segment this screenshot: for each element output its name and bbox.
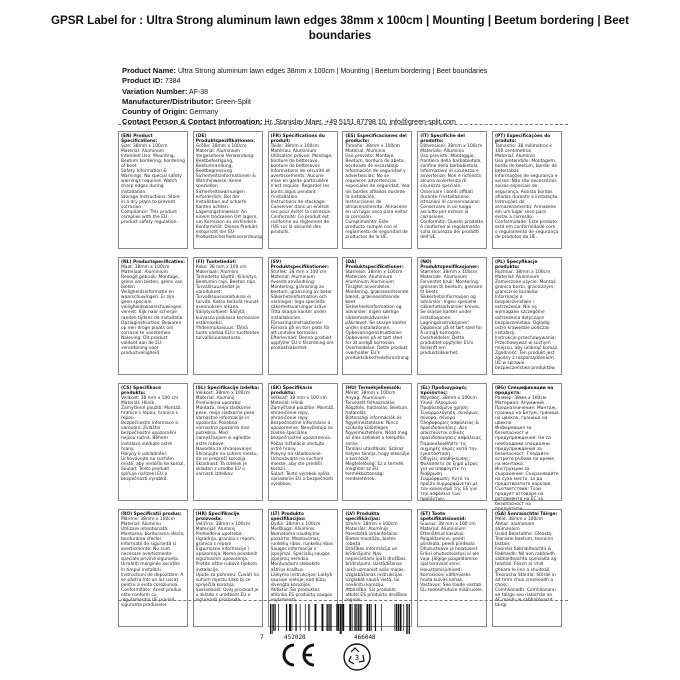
spec-cell	[342, 383, 412, 501]
barcode-bar	[356, 604, 357, 631]
barcode-bar	[403, 604, 404, 631]
spec-cell	[193, 383, 263, 501]
meta-value: Hr. Stanislav Maer, +49 5151 87798 10, info@green-split.com	[264, 119, 456, 127]
barcode-bar	[328, 604, 329, 631]
barcode-bar	[327, 604, 328, 631]
meta-row	[122, 107, 562, 117]
specification-grid	[118, 131, 562, 635]
spec-cell-heading: (SL) Specifikacije izdelka:	[195, 386, 260, 391]
spec-cell-heading: (HU) Termékjellemzők:	[345, 386, 402, 391]
spec-cell	[193, 131, 263, 249]
meta-label: Product Name:	[122, 66, 177, 75]
spec-cell-body: Tamaño: 38mm x 100cm Material: Aluminio Uso previsto: Montaje, Beetum, bordura de abeto, bordeado de escarabajo Información de seguridad y advertencias: No se requieren advertencias especiales de seguridad. Vea los bordes afilados durante la instalación. Instrucciones de almacenamiento: Almacene en un lugar seco para evitar la corrosión. Cumplimiento: Este producto cumple con el reglamento de seguridad de productos de la UE.	[345, 144, 410, 240]
meta-value: Green-Split	[215, 98, 251, 106]
spec-cell	[342, 257, 412, 375]
barcode-bar	[270, 604, 271, 634]
meta-label: Variation Number:	[122, 86, 188, 96]
spec-cell-body: Maat: 38mm x 100cm Materiaal: Aluminium Beoogd gebruik: Montage, grens van bieten, grens van bieten Veiligheidsinformatie en waarschuwingen: Er zijn geen speciale veiligheidswaarschuwingen vereist. Kijk naar scherpe randen tijdens de installatie. Opslaginstructies: Bewaren op een droge plaats om corrosie te voorkomen. Naleving: Dit product voldoet aan de EU-verordening voor productveiligheid.	[121, 265, 184, 356]
spec-cell	[342, 131, 412, 249]
spec-cell-heading: (LT) Produkto specifikacijos:	[270, 512, 306, 523]
spec-cell	[268, 131, 338, 249]
spec-cell-heading: (IT) Specifiche del prodotto:	[420, 134, 465, 145]
spec-cell-body: Size: 38mm x 100cm Material: Aluminum Intended Use: Mounting, Beetum bordering, bordering of beet Safety Information & Warnings: No special safety warnings required. Watch sharp edges during installation. Storage Instructions: Store in a dry place to prevent corrosion. Compliance: This product complies with the EU product safety regulation.	[121, 144, 185, 225]
barcode-right-digits: 466048	[354, 634, 376, 641]
spec-row	[118, 383, 562, 513]
spec-cell	[417, 509, 487, 627]
meta-row	[122, 97, 562, 107]
spec-cell	[417, 257, 487, 375]
label-title: GPSR Label for : Ultra Strong aluminum lawn edges 38mm x 100cm | Mounting | Beetum bordering | Beet boundaries	[51, 14, 629, 42]
barcode-bar	[381, 604, 382, 631]
recycling-icon	[342, 642, 372, 672]
spec-cell-body: Størrelse: 38mm x 100cm Materiale: Aluminium Forventet bruk: Montering, grensen til beetum, grensen til beets Sikkerhetsinformasjon og advarsler: Ingen spesielle sikkerhetsadvarsler kreves. Se skarpe kanter under installasjonen. Lagringsinstruksjoner: Oppbevar på et tørt sted for å unngå korrosjon. Overholdelse: Dette produktet oppfyller EU's forskrift om produktsikkerhet.	[420, 270, 483, 356]
barcode-bar	[358, 604, 359, 631]
spec-cell-body: Velikost: 38 mm x 100 cm Materiál: Hliník Zamýšlené použití: Montáž, hranice s řepou, hranice s řepou Bezpečnostní informace a varování: Zvláštní bezpečnostní upozornění nejsou nutná. Během instalace sledujte ostré hrany. Pokyny k uskladnění: Uchovávejte na suchém místě, aby nedošlo ke korozi. Soulad: Tento produkt splňuje nařízení EU o bezpečnosti výrobků.	[121, 396, 185, 482]
spec-cell-heading: (NL) Productspecificaties:	[121, 260, 185, 265]
barcode-bar	[295, 604, 296, 631]
barcode-bar	[300, 604, 301, 631]
barcode-bar	[309, 604, 310, 631]
meta-value: 7384	[164, 78, 181, 86]
spec-cell	[193, 257, 263, 375]
spec-cell-body: Koko: 38 mm x 100 cm Materiaali: Alumiini Tarkoitettu käyttö: Kiinnitys, Beetumin raja, Beetan raja Turvallisuustiedot ja varoitukset: Turvallisuusvaroituksia ei tarvita. Katso terävät reunat asennuksen aikana. Säilytysohjeet: Säilytä kuivassa paikassa korroosion estämiseksi. Yhdenmukaisuus: Tämä tuote vastaa EU:n tuotteiden turvallisuusasetusta.	[195, 265, 260, 341]
barcode-bar	[330, 604, 331, 631]
barcode-bar	[289, 604, 291, 631]
meta-label: Product ID:	[122, 76, 163, 86]
spec-cell-body: Tamanho: 38 milímetros x 100 centímetros Material: Alumínio Uso pretendido: Montagem, borda de beetum, bordar de beterrabas Informações de segurança e avisos: Não são necessários avisos especiais de segurança. Assista bordas afiadas durante a instalação. Instruções de armazenamento: Armazene em um lugar seco para evitar a corrosão. Conformidade: Este produto está em conformidade com o regulamento de segurança de produtos da UE.	[494, 144, 559, 240]
spec-cell-heading: (PL) Specyfikacje produktu:	[494, 260, 538, 271]
spec-cell-body: Mărime: 38mm x 100cm Material: Aluminiu Utilizare intenționată: Montarea, bordurarea sfecla, bordurarea sfeclei Informații de siguranță și avertismente: Nu sunt necesare avertismente speciale privind siguranța. Urmăriți marginile ascuțite în timpul instalării. Instrucțiuni de depozitare: A se păstra într-un loc uscat pentru a evita coroziunea. Conformitate: Acest produs este conform cu regulamentul UE privind siguranța produselor.	[121, 517, 185, 608]
barcode-bar	[308, 604, 309, 631]
barcode-bar	[409, 604, 410, 634]
spec-cell-heading: (ET) Toote spetsifikatsioonid:	[420, 512, 467, 523]
spec-cell-heading: (FI) Tuotetiedot:	[195, 260, 237, 265]
spec-cell	[417, 131, 487, 249]
spec-cell-body: Veličina: 38mm x 100cm Materijal: Aluminij Predviđena upotreba: Ugradnja, granica s repom, granica s repom Sigurnosne informacije i upozorenja: Nema posebnih sigurnosnih upozorenja. Pratite oštre rubove tijekom instalacije. Upute za pohranu: Čuvati na suhom mjestu kako bi se spriječila korozija. Sukladnost: Ovaj proizvod je u skladu s uredbom EU o sigurnosti proizvoda.	[195, 522, 259, 603]
spec-cell-body: Taille: 38mm x 100cm Matériau: Aluminium Utilisation prévue: Montage, bordure de betterave, bordure de betteraves Informations de sécurité et avertissements: Aucune mise en garde particulière n'est requise. Regarder les bords aigus pendant l'installation. Instructions de stockage: Conserver dans un endroit sec pour éviter la corrosion. Conformité: Ce produit est conforme au règlement de l'UE sur la sécurité des produits.	[270, 144, 333, 235]
meta-row	[122, 117, 562, 127]
spec-cell	[268, 383, 338, 501]
barcode-bar	[292, 604, 293, 631]
barcode-bar	[354, 604, 355, 631]
barcode-bar	[367, 604, 369, 631]
barcode-bar	[337, 604, 339, 631]
barcode-bar	[286, 604, 287, 631]
barcode-bar	[361, 604, 362, 631]
meta-label: Manufacturer/Distributor:	[122, 96, 214, 106]
spec-row	[118, 131, 562, 251]
spec-cell-body: Размер: 38мм х 100см Материал: Алуминий Предназначение: Монтаж, граница на Бетум, граница на цвекло, граница на цвекло Информация за безопасност и предупреждения: Не са необходими специални предупреждения за безопасност. Гледайте острите ръбове по време на монтажа. Инструкции за съхранение: Съхранявайте на сухо място, за да предотвратите корозия. Съответствие: Този продукт отговаря на регламента на ЕС за безопасност на продуктите.	[494, 396, 559, 513]
spec-cell-heading: (ES) Especificaciones del producto:	[345, 134, 407, 145]
barcode-bar	[275, 604, 276, 631]
meta-row	[122, 76, 562, 86]
barcode-bar	[398, 604, 399, 631]
barcode-bar	[360, 604, 361, 631]
barcode-bar	[336, 604, 337, 631]
barcode-bar	[342, 604, 344, 631]
spec-cell-body: Rozmiar: 38mm x 100cm Materiał: Aluminium Zamierzone użycie: Montaż, granica bestii, granicznym, granicznie buraków Informacje o bezpieczeństwie i ostrzeżenia: Nie są wymagane szczególne ostrzeżenia dotyczące bezpieczeństwa. Oglądaj ostre krawędzie podczas instalacji. Instrukcje przechowywania: Przechowywać w suchym miejscu, aby uniknąć korozji. Zgodność: Ten produkt jest zgodny z rozporządzeniem UE w sprawie bezpieczeństwa produktów.	[494, 270, 559, 371]
spec-cell	[118, 509, 188, 627]
meta-row	[122, 87, 562, 97]
spec-cell-heading: (BG) Спецификации на продукта:	[494, 386, 554, 397]
barcode-bar	[396, 604, 397, 631]
spec-cell-heading: (RO) Specificații produs:	[121, 512, 182, 517]
barcode-bar	[371, 604, 372, 631]
barcode-bar	[375, 604, 376, 631]
spec-cell-body: Méid: 38mm x 100cm Ábhar: alúmanam alúmanaim Úsáid Beartaithe: Gléasta, Teorainn beetum, teorainn biatais Faisnéis Sábháilteachta & Rabhaidh: Níl aon rabhaidh sábháilteachta speisialta ag teastáil. Féach ar imill ghéara le linn a shuiteáil. Treoracha Stórála: Stóráil in áit tirim chun creimeadh a chosc. Comhlíonadh: Comhlíonann an táirge seo rialachán an AE maidir le sábháilteacht táirgí.	[494, 517, 557, 608]
spec-cell-heading: (PT) Especificações do produto:	[494, 134, 551, 145]
spec-cell	[492, 383, 562, 513]
spec-cell	[492, 131, 562, 249]
meta-value: AF-38	[188, 88, 209, 96]
barcode-bars	[268, 604, 412, 634]
spec-cell-body: Suurus: 38 mm x 100 cm Materjal: Alumiinium Ettenähtud kasutus: Paigaldamine, peedi piirdeala, peedi piirdeala Ohutusteave ja hoiatused: Erilisi ohutushoiatusi ei ole vaja. Jälgige paigaldamise ajal teravaid servi. Hoiustamisjuhised: Korrosiooni vältimiseks hoida kuivas kohas. Vastavus: See toode vastab ELi tooteohutuse määrusele.	[420, 522, 484, 593]
spec-cell-body: Storlek: 38 mm x 100 cm Material: Aluminium Avsedd användning: Montering, gränsning av beetum, gränsning av betor Säkerhetsinformation och varningar: Inga speciella säkerhetsvarningar krävs. Titta skarpa kanter under installationen. Förvaringsinstruktioner: Förvara på en torr plats för att undvika korrosion. Efterlevnad: Denna produkt uppfyller EU:s förordning om produktsäkerhet.	[270, 270, 334, 351]
barcode-left-digits: 452028	[284, 634, 306, 641]
spec-cell-heading: (SV) Produktspecifikationer:	[270, 260, 329, 271]
spec-cell-heading: (EN) Product Specifications:	[121, 134, 158, 145]
meta-label: Contact Person & Contact Information:	[122, 117, 263, 127]
barcode-bar	[272, 604, 273, 634]
barcode-lead-digit: 7	[260, 634, 264, 641]
spec-cell-heading: (GA) Sonraíochtaí Táirge:	[494, 512, 558, 517]
spec-cell-heading: (EL) Προδιαγραφές προϊόντος:	[420, 386, 467, 397]
barcode-bar	[273, 604, 274, 631]
spec-cell-body: Μέγεθος: 38mm x 100cm Υλικό: Αλουμίνιο Προβλεπόμενη χρήση: Συναρμολόγηση, συνόρων, σύνορα, σύνορα Πληροφορίες ασφάλειας & προειδοποιήσεις: Δεν απαιτούνται ειδικές προειδοποιήσεις ασφάλειας. Παρακολουθήστε τις αιχμηρές άκρες κατά την εγκατάσταση. Οδηγίες αποθήκευσης: Φυλάσσετε σε ξηρό μέρος για να αποφύγετε τη διάβρωση. Συμμόρφωση: Αυτό το προϊόν συμμορφώνεται με τον κανονισμό της ΕΕ για την ασφάλεια των προϊόντων.	[420, 396, 483, 503]
separator-bottom	[118, 600, 568, 601]
separator-top	[118, 124, 568, 125]
barcode-bar	[278, 604, 279, 631]
barcode-bar	[315, 604, 317, 631]
meta-value: Germany	[189, 109, 219, 117]
spec-cell	[492, 509, 562, 627]
meta-label: Country of Origin:	[122, 107, 188, 117]
barcode-bar	[369, 604, 370, 631]
barcode-bar	[322, 604, 324, 631]
spec-cell-heading: (LV) Produkta specifikācijas:	[345, 512, 381, 523]
spec-cell-body: Méret: 38mm x 100cm Anyag: Alumínium Tervezett felhasználás: Rögzítés, határolás, Beetum, határolás Biztonsági információk és figyelmeztetések: Nincs szükség különleges figyelmeztetésre. Nézd meg az éles széleket a telepítés során. Tárolási utasítások: Száraz helyen tárolja, hogy elkerülje a korróziót. Megfelelőség: Ez a termék megfelel az EU termékbiztonsági rendeletének.	[345, 391, 410, 482]
spec-cell-heading: (NO) Produktspesifikasjoner:	[420, 260, 480, 271]
spec-cell-heading: (DE) Produktspezifikationen:	[195, 134, 256, 145]
ce-mark-icon	[278, 642, 318, 668]
spec-cell-heading: (CS) Specifikace produktu:	[121, 386, 162, 397]
barcode-bar	[406, 604, 407, 634]
spec-cell-body: Größe: 38mm x 100cm Material: Aluminium Vorgesehene Verwendung: Beetbefestigung, Beetumrandung, Beetbegrenzung Sicherheitsinformationen & Warnhinweise: Keine speziellen Sicherheitswarnungen erforderlich. Bei der Installation auf scharfe Kanten achten. Lagerungshinweise: An einem trockenen Ort lagern, um Korrosion zu verhindern. Konformität: Dieses Produkt entspricht der EU-Produktsicherheitsverordnung.	[195, 144, 264, 240]
spec-cell-heading: (FR) Spécifications du produit:	[270, 134, 325, 145]
barcode-bar	[352, 604, 353, 631]
spec-cell-body: Izmērs: 38mm x 100cm Materiāls: Alumīnijs Paredzētā izmantošana: Bietes montāža, bietes robeža Drošības informācija un brīdinājumi: Nav nepieciešami īpaši drošības brīdinājumi. Uzstādīšanas laikā uzmaniet asās malas. Uzglabāšanas instrukcijas: Uzglabāt sausā vietā, lai novērstu koroziju. Atbilstība: Šis produkts atbilst ES produktu drošības regulai.	[345, 522, 408, 603]
spec-cell	[193, 509, 263, 627]
spec-cell-body: Veľkosť: 38 mm x 100 cm Materiál: Hliník Zamýšľané použitie: Montáž, ohraničenie repy, ohraničenie repy Bezpečnostné informácie a upozornenia: Nevyžadujú sa žiadne špeciálne bezpečnostné upozornenia. Počas inštalácie sledujte ostré hrany. Pokyny na skladovanie: Uchovávajte na suchom mieste, aby ste predišli korózii. Súlad: Tento výrobok spĺňa nariadenie EÚ o bezpečnosti výrobkov.	[270, 396, 335, 487]
spec-row	[118, 257, 562, 377]
barcode-bar	[395, 604, 396, 631]
barcode-bar	[400, 604, 402, 631]
spec-cell-body: Dimensioni: 38mm x 100cm Materiale: Alluminio Uso previsto: Montaggio, frontiera della barbabietola, confine della barbabietola Informazioni di sicurezza e avvertenze: Non è richiesta alcuna avvertenza di sicurezza speciale. Osservare i bordi affilati durante l'installazione. Istruzioni di conservazione: Conservare in un luogo asciutto per evitare la corrosione. Conformità: Questo prodotto è conforme al regolamento sulla sicurezza dei prodotti dell'UE.	[420, 144, 484, 240]
barcode-bar	[407, 604, 408, 634]
spec-cell-heading: (SK) Špecifikácie produktu:	[270, 386, 313, 397]
spec-cell	[268, 257, 338, 375]
barcode	[260, 604, 412, 642]
product-meta	[122, 66, 562, 128]
spec-cell-heading: (HR) Specifikacije proizvoda:	[195, 512, 240, 523]
spec-cell	[118, 257, 188, 375]
barcode-bar	[340, 604, 342, 634]
meta-row	[122, 66, 562, 76]
spec-cell	[118, 131, 188, 249]
spec-cell	[492, 257, 562, 375]
meta-value: Ultra Strong aluminum lawn edges 38mm x 100cm | Mounting | Beetum bordering | Beet boundaries	[177, 68, 488, 75]
spec-cell-body: Dydis: 38mm x 100cm Medžiaga: Aliuminis Numatoma naudojimo paskirtis: Montavimas, runkelių ribos, runkelių ribos Saugos informacija ir įspėjimai: Specialių saugos įspėjimų nereikia. Montuodami stebėkite aštrius kraštus. Laikymo instrukcijos: Laikyti sausoje vietoje, kad būtų išvengta korozijos. Atitiktis: Šis produktas atitinka ES produktų saugos reglamentą.	[270, 522, 334, 603]
spec-cell	[118, 383, 188, 501]
barcode-bar	[349, 604, 351, 631]
spec-cell	[417, 383, 487, 501]
spec-cell-body: Velikost: 38mm x 100cm Material: Aluminij Predvidena uporaba: Montaža, meja zladkorne pese, meja sladkorne pese Varnostne informacije in opozorila: Posebna varnostna opozorila niso potrebna. Med nameščanjem si ogledite ostre robove. Navodila za shranjevanje: Shranjujte na suhem mestu, da se prepreči korozija. Skladnost: Ta izdelek je skladen z uredbo EU o varnosti izdelkov.	[195, 391, 258, 477]
svg-text:3: 3	[354, 654, 360, 662]
spec-cell-heading: (DA) Produktspecifikationer:	[345, 260, 404, 271]
spec-cell-body: Størrelse: 38mm x 100cm Materiale: Aluminium Aluminium Aluminium Tilsigtet anvendelse: Montering, grænsesnitsende bæret, grænsesnitsende beet Sikkerhedsinformation og advarsler: Ingen særlige sikkerhedsadvarsler påkrævet. Se skarpe kanter under installationen. Opbevaringsinstruktioner: Opbevares på et tørt sted for at undgå korrosion. Overholdelse: Dette produkt overholder EU's produktsikkerhedsforordning.	[345, 270, 410, 361]
barcode-bar	[305, 604, 306, 631]
